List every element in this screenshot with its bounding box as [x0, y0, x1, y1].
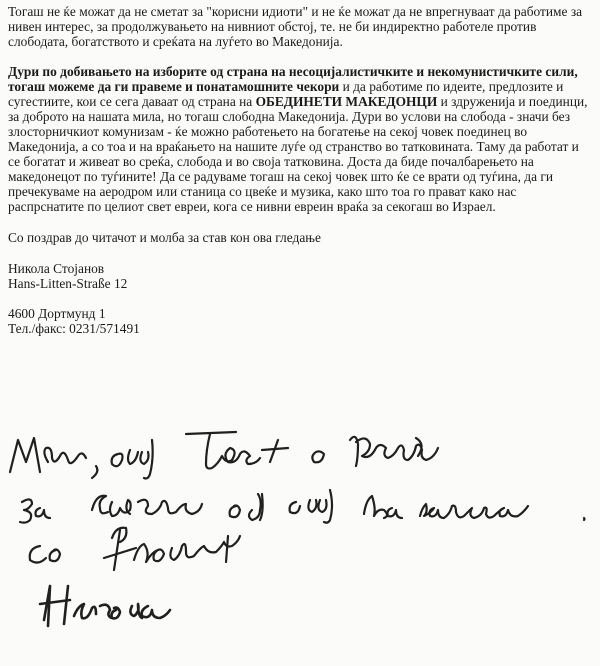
- obedineti-makedonci-emphasis: ОБЕДИНЕТИ МАКЕДОНЦИ: [255, 94, 438, 109]
- sender-block: [8, 261, 594, 336]
- sender-street: Hans-Litten-Straße 12: [8, 276, 128, 291]
- paragraph-2: [8, 64, 594, 214]
- typed-letter-body: [8, 4, 594, 336]
- handwritten-note-drawing: [0, 410, 600, 666]
- handwritten-note: [0, 410, 600, 666]
- paragraph-1: Тогаш не ќе можат да не сметат за "корисни идиоти" и не ќе можат да не впрегнуваат да работиме за нивен интерес, за продолжувањето на нивниот обстој, те. не би индиректно работеле против слободата, богатството и среќата на луѓето во Македонија.: [8, 4, 583, 49]
- sender-phone: Тел./факс: 0231/571491: [8, 321, 140, 336]
- sender-name: Никола Стојанов: [8, 261, 105, 276]
- paragraph-2-after-bold: и да работиме по идеите, предлозите и сугестиите, кои се сега даваат од страна на: [8, 79, 564, 109]
- handwritten-signature: [40, 586, 170, 626]
- handwriting-line-3: [30, 528, 240, 570]
- handwriting-line-2: [20, 490, 585, 523]
- closing-greeting: Со поздрав до читачот и молба за став кон ова гледање: [8, 230, 321, 245]
- sender-city: 4600 Дортмунд 1: [8, 306, 106, 321]
- paragraph-2-rest: и здружениja и поединци, за доброто на нашата мила, но тогаш слободна Македонија. Дури во услови на слобода - значи без злосторничкиот комунизам - ќе можно работењето на богатење на секој човек поединец во Македонија, а со тоа и на враќањето на нашите луѓе од странство во татковината. Таму да работат и се богатат и живеат во среќа, слобода и во своја татковина. Доста да биде почалбарењето на македонецот по туѓините! Да се радуваме тогаш на секој човек што ќе се врати од туѓина, да ги пречекуваме на аеродром или станица со цвеќе и музика, како што тоа го прават како нас распрснатите по целиот свет евреи, кога се нивни евреин враќа за секогаш во Израел.: [8, 94, 588, 214]
- paragraph-2-bold-lead: Дури по добивањето на изборите од страна на несоцијалистичките и некомунистичките сили, тогаш можеме да ги правеме и понатамошните чекори: [8, 64, 578, 94]
- handwriting-line-1: [10, 432, 438, 479]
